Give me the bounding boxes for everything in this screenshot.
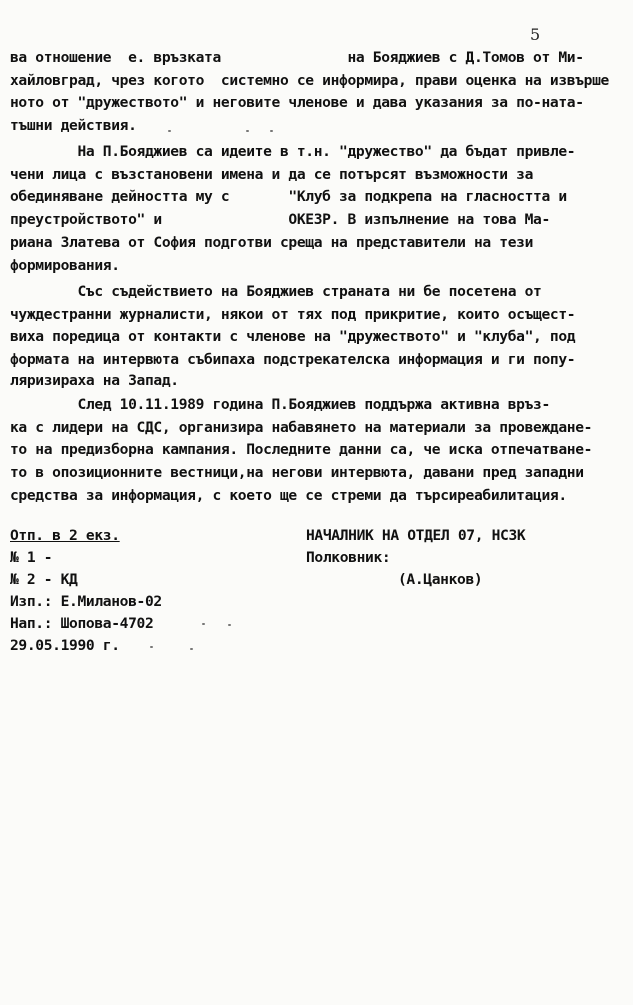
footer-line: Нап.: Шопова-4702 xyxy=(10,615,154,632)
body-line: формирования. xyxy=(10,257,120,274)
scan-speck xyxy=(270,130,273,132)
signature-name: (А.Цанков) xyxy=(398,571,483,588)
footer-line: № 2 - КД xyxy=(10,571,78,588)
body-line: обединяване дейността му с "Клуб за подкрепа на гласността и xyxy=(10,188,567,205)
signature-title: НАЧАЛНИК НА ОТДЕЛ 07, НСЗК xyxy=(306,527,526,544)
copies-note: Отп. в 2 екз. xyxy=(10,527,120,544)
page-number: 5 xyxy=(530,25,541,44)
body-line: риана Златева от София подготви среща на представители на тези xyxy=(10,234,534,251)
body-line: формата на интервюта събипаха подстрекателска информация и ги попу- xyxy=(10,351,576,368)
footer-line: Изп.: Е.Миланов-02 xyxy=(10,593,162,610)
scan-speck xyxy=(202,623,205,625)
body-line: ва отношение е. връзката на Бояджиев с Д.Томов от Ми- xyxy=(10,49,584,66)
scan-speck xyxy=(246,130,249,132)
body-line: виха поредица от контакти с членове на "дружеството" и "клуба", под xyxy=(10,328,576,345)
body-line: средства за информация, с което ще се стреми да търсиреабилитация. xyxy=(10,487,567,504)
body-line: то на предизборна кампания. Последните данни са, че иска отпечатване- xyxy=(10,441,593,458)
body-line: преустройството" и ОКЕЗР. В изпълнение на това Ма- xyxy=(10,211,550,228)
scan-speck xyxy=(190,648,193,650)
body-line: На П.Бояджиев са идеите в т.н. "дружество" да бъдат привле- xyxy=(10,143,576,160)
signature-rank: Полковник: xyxy=(306,549,391,566)
body-line: След 10.11.1989 година П.Бояджиев поддържа активна връз- xyxy=(10,396,550,413)
footer-line: № 1 - xyxy=(10,549,53,566)
body-line: ляризираха на Запад. xyxy=(10,372,179,389)
body-line: ка с лидери на СДС, организира набавянето на материали за провеждане- xyxy=(10,419,593,436)
body-line: то в опозиционните вестници,на негови интервюта, давани пред западни xyxy=(10,464,584,481)
body-line: чуждестранни журналисти, някои от тях под прикритие, които осъщест- xyxy=(10,306,576,323)
body-line: чени лица с възстановени имена и да се потърсят възможности за xyxy=(10,166,534,183)
scan-speck xyxy=(228,624,231,626)
body-line: ното от "дружеството" и неговите членове и дава указания за по-ната- xyxy=(10,94,584,111)
scan-speck xyxy=(168,130,171,132)
body-line: хайловград, чрез когото системно се информира, прави оценка на извърше xyxy=(10,72,609,89)
body-line: тъшни действия. xyxy=(10,117,137,134)
body-line: Със съдействието на Бояджиев страната ни бе посетена от xyxy=(10,283,542,300)
footer-line: 29.05.1990 г. xyxy=(10,637,120,654)
scan-speck xyxy=(150,646,153,648)
